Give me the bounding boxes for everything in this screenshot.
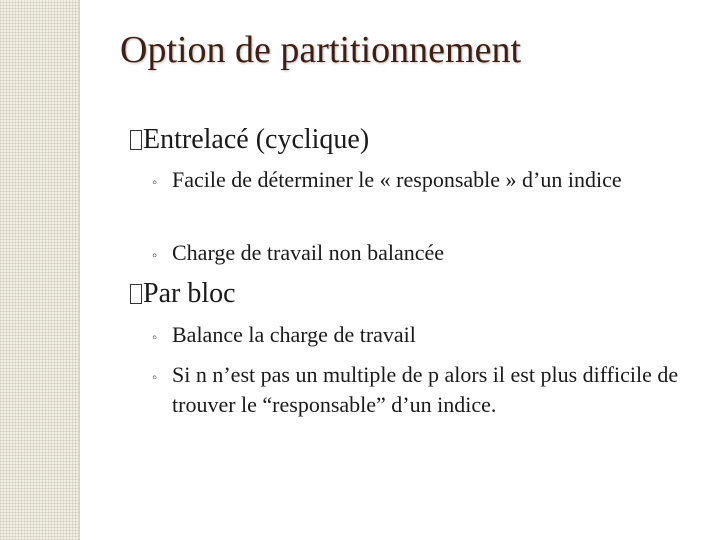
missing-glyph-box-icon bbox=[130, 284, 142, 304]
decorative-side-band bbox=[0, 0, 80, 540]
small-circle-bullet-icon: ◦ bbox=[152, 248, 158, 264]
small-circle-bullet-icon: ◦ bbox=[152, 330, 158, 346]
slide-title: Option de partitionnement bbox=[120, 29, 522, 71]
sub-bullet-item bbox=[152, 320, 692, 353]
sub-bullet-item bbox=[152, 360, 697, 420]
sub-bullet-item bbox=[152, 165, 692, 198]
sub-bullet-text: Charge de travail non balancée bbox=[172, 240, 445, 265]
bullet-item-entrelace bbox=[130, 124, 369, 156]
missing-glyph-box-icon bbox=[130, 130, 142, 150]
small-circle-bullet-icon: ◦ bbox=[152, 370, 158, 386]
bullet-label: Entrelacé (cyclique) bbox=[143, 124, 370, 155]
bullet-label: Par bloc bbox=[143, 278, 236, 309]
sub-bullet-item bbox=[152, 238, 692, 271]
sub-bullet-text: Facile de déterminer le « responsable » d’un indice bbox=[172, 167, 622, 192]
sub-bullet-text: Balance la charge de travail bbox=[172, 322, 416, 347]
small-circle-bullet-icon: ◦ bbox=[152, 175, 158, 191]
sub-bullet-text: Si n n’est pas un multiple de p alors il est plus difficile de trouver le “responsable” d’un indice. bbox=[172, 362, 679, 417]
bullet-item-par-bloc bbox=[130, 278, 236, 310]
